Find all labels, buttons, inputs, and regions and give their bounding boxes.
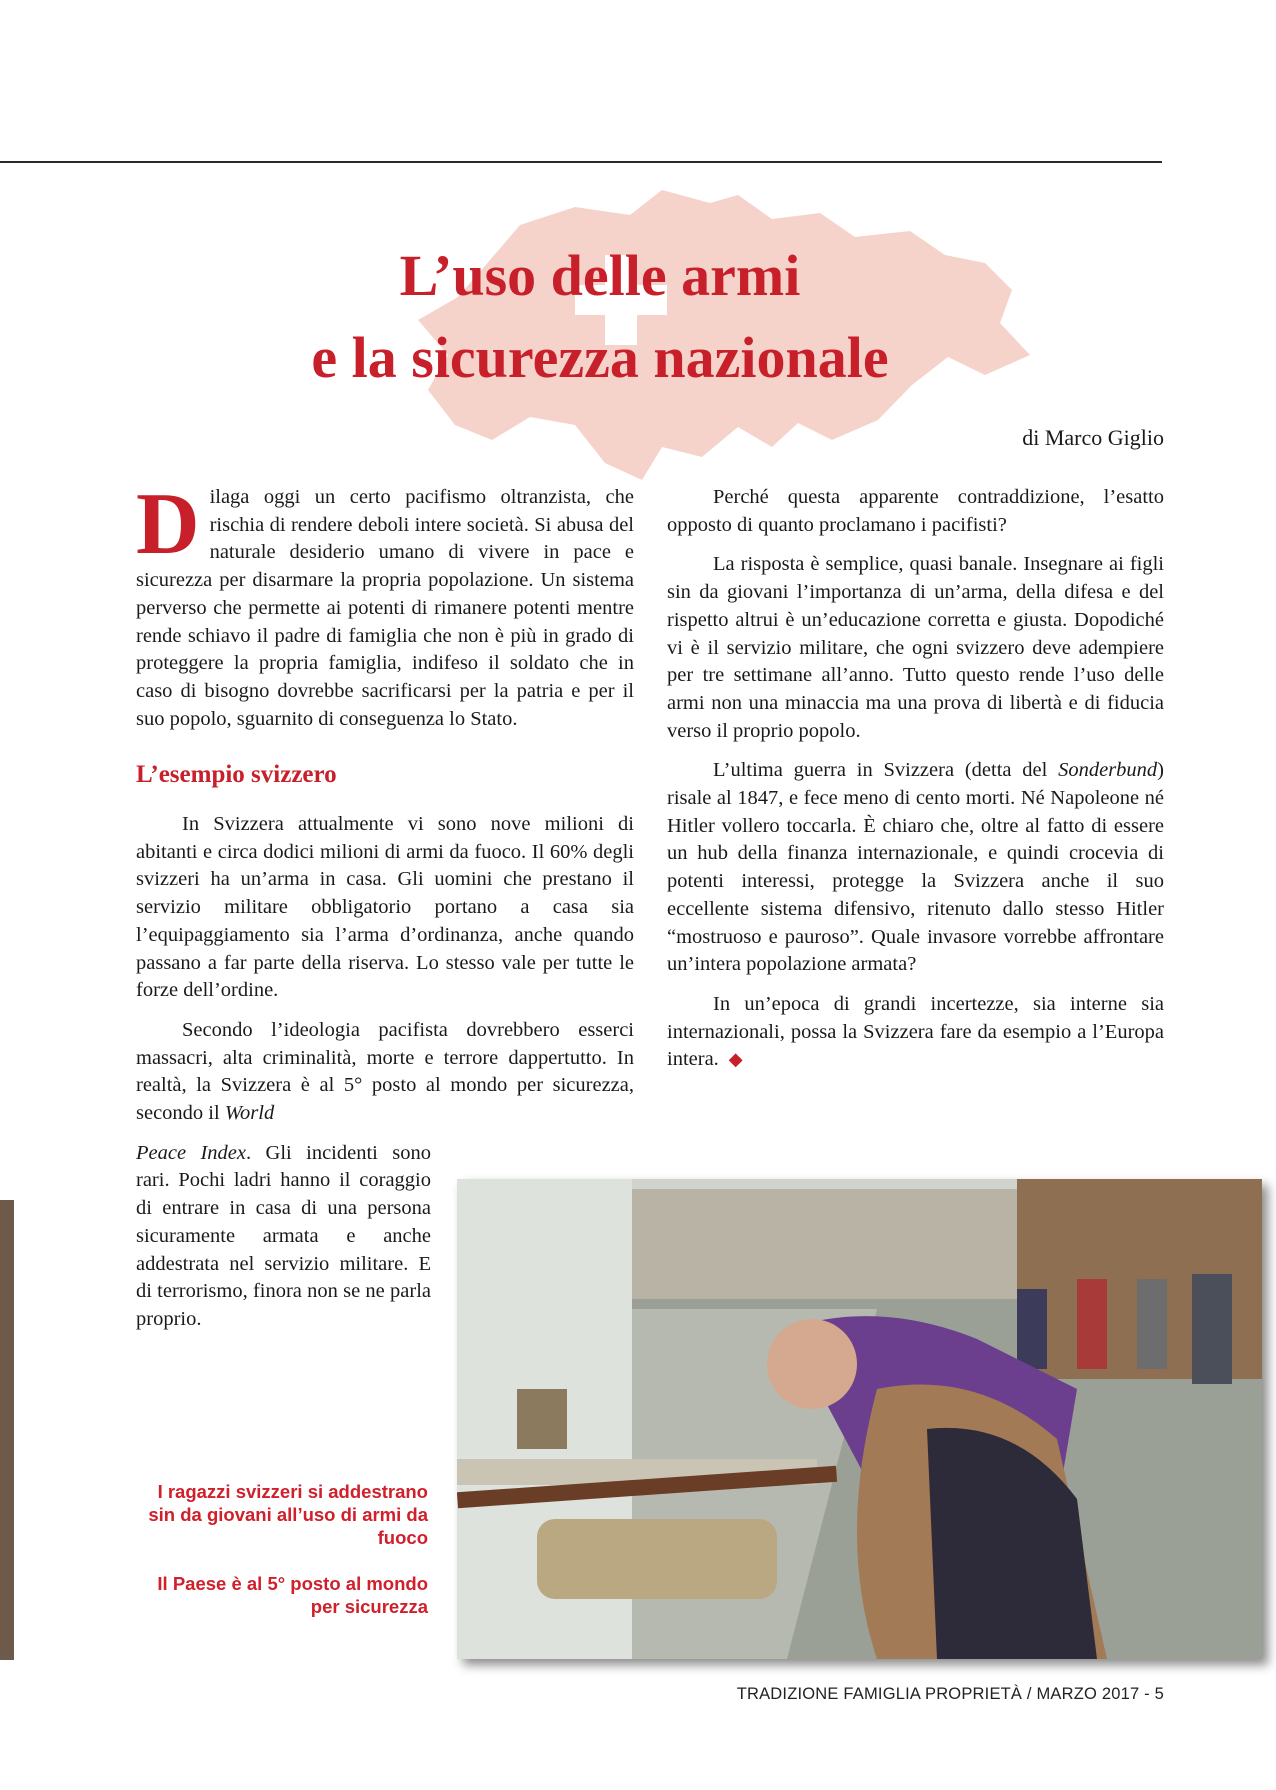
paragraph-text: L’ultima guerra in Svizzera (detta del: [713, 759, 1048, 782]
paragraph: In Svizzera attualmente vi sono nove milioni di abitanti e circa dodici milioni di armi da fuoco. Il 60% degli svizzeri ha un’arma in casa. Gli uomini che prestano il servizio militare obbligatorio portano a casa sia l’equipaggiamento sia l’arma d’ordinanza, anche quando passano a far parte della riserva. Lo stesso vale per tutte le forze dell’ordine.: [136, 813, 634, 1002]
paragraph: [667, 757, 1164, 979]
shooting-range-photo: [457, 1179, 1262, 1659]
photo-caption-1: I ragazzi svizzeri si addestrano sin da giovani all’uso di armi da fuoco: [148, 1481, 428, 1548]
photo-caption-2: Il Paese è al 5° posto al mondo per sicurezza: [157, 1573, 428, 1617]
header-rule: [0, 161, 1162, 163]
paragraph: La risposta è semplice, quasi banale. Insegnare ai figli sin da giovani l’importanza di un’arma, della difesa e del rispetto altrui è un’educazione corretta e giusta. Dopodiché vi è il servizio militare, che ogni svizzero deve adempiere per tre settimane all’anno. Tutto questo rende l’uso delle armi non una minaccia ma una prova di libertà e di fiducia verso il proprio popolo.: [667, 553, 1164, 742]
right-column: [667, 484, 1164, 1086]
article-title: [180, 235, 1020, 399]
italic-text: World: [224, 1102, 275, 1125]
paragraph-text: In un’epoca di grandi incertezze, sia interne sia internazionali, possa la Svizzera fare da esempio a l’Europa intera.: [667, 992, 1164, 1071]
section-heading: L’esempio svizzero: [136, 761, 337, 789]
paragraph: Perché questa apparente contraddizione, l’esatto opposto di quanto proclamano i pacifisti?: [667, 486, 1164, 536]
byline: di Marco Giglio: [1022, 425, 1164, 450]
paragraph-text: . Gli incidenti sono rari. Pochi ladri hanno il coraggio di entrare in casa di una persona sicuramente armata e anche addestrata nel servizio militare. E di terrorismo, finora non se ne parla proprio.: [136, 1141, 431, 1330]
title-line-1: L’uso delle armi: [399, 243, 801, 308]
title-line-2: e la sicurezza nazionale: [311, 325, 889, 390]
paragraph-wrap: [136, 1140, 431, 1334]
paragraph-intro: [136, 476, 634, 733]
italic-text: Peace Index: [136, 1141, 246, 1164]
italic-text: Sonderbund: [1058, 759, 1158, 782]
paragraph-text: Secondo l’ideologia pacifista dovrebbero esserci massacri, alta criminalità, morte e terrore dappertutto. In realtà, la Svizzera è al 5° posto al mondo per sicurezza, secondo il: [136, 1018, 634, 1125]
intro-text: ilaga oggi un certo pacifismo oltranzista, che rischia di rendere deboli intere società. Si abusa del naturale desiderio umano di vivere in pace e sicurezza per disarmare la propria popolazione. Un sistema perverso che permette ai potenti di rimanere potenti mentre rende schiavo il padre di famiglia che non è più in grado di proteggere la propria famiglia, indifeso il soldato che in caso di bisogno dovrebbe sacrificarsi per la patria e per il suo popolo, sguarnito di conseguenza lo Stato.: [136, 486, 634, 730]
left-photo-edge: [0, 1200, 14, 1660]
paragraph: [667, 991, 1164, 1074]
red-diamond-icon: ◆: [728, 1049, 743, 1070]
drop-cap: D: [136, 476, 200, 573]
paragraph-text: ) risale al 1847, e fece meno di cento morti. Né Napoleone né Hitler vollero toccarla. È chiaro che, oltre al fatto di essere un hub della finanza internazionale, e quindi crocevia di potenti interessi, protegge la Svizzera anche il suo eccellente sistema difensivo, ritenuto dallo stesso Hitler “mostruoso e pauroso”. Quale invasore vorrebbe affrontare un’intera popolazione armata?: [667, 759, 1164, 976]
page-footer: TRADIZIONE FAMIGLIA PROPRIETÀ / MARZO 2017 - 5: [736, 1685, 1164, 1703]
paragraph: [136, 1017, 634, 1128]
